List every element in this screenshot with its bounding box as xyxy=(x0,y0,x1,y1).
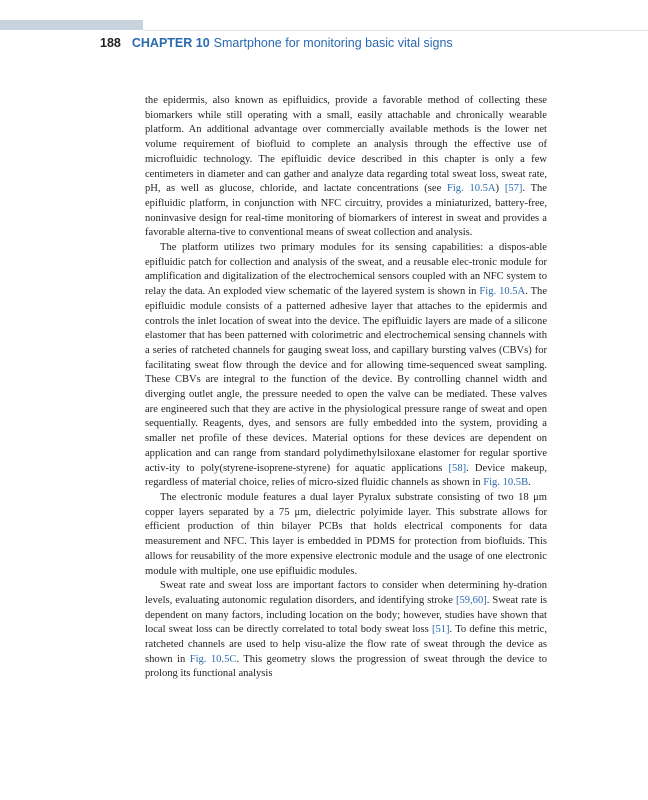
text-run: . xyxy=(528,477,531,489)
citation-link[interactable]: [58] xyxy=(448,462,467,474)
paragraph-3 xyxy=(145,491,547,579)
figure-link[interactable]: Fig. 10.5C xyxy=(189,653,237,665)
body-text xyxy=(145,94,547,682)
paragraph-2 xyxy=(145,241,547,491)
text-run: . The epifluidic module consists of a patterned adhesive layer that attaches to the epidermis and controls the inlet location of sweat into the device. The epifluidic layers are made of a silicone elastomer that has been patterned with colorimetric and electrochemical sensing channels with a series of ratcheted channels for gauging sweat loss, and capillary bursting valves (CBVs) for facilitating sweat flow through the device and for allowing time-sequenced sweat sampling. These CBVs are integral to the function of the device. By controlling channel width and diverging outlet angle, the pressure needed to open the valve can be mediated. These valves are engineered such that they are active in the physiological pressure range of sweat and open sequentially. Reagents, dyes, and sensors are fully embedded into the system, providing a smaller net profile of these devices. Material options for these devices are dependent on application and can range from standard polydimethylsiloxane elastomer for regular sportive activ-ity to poly(styrene-isoprene-styrene) for aquatic applications xyxy=(145,286,548,474)
text-run: The platform utilizes two primary modules for its sensing capabilities: a dispos-able epifluidic patch for collection and analysis of the sweat, and a reusable elec-tronic module for amplification and digitalization of the electrochemical sensors coupled with an NFC system to relay the data. An exploded view schematic of the layered system is shown in xyxy=(145,242,547,298)
text-run: . Sweat rate is dependent on many factors, including location on the body; however, studies have shown that local sweat loss can be directly correlated to total body sweat loss xyxy=(145,594,547,636)
chapter-title: Smartphone for monitoring basic vital signs xyxy=(213,36,453,50)
text-run: the epidermis, also known as epifluidics, provide a favorable method of collecting these biomarkers while still operating with a small, easily attachable and chronically wearable platform. An additional advantage over commercially available methods is the lower net volume requirement of biofluid to complete an analysis through the effective use of microfluidic technology. The epifluidic device described in this chapter is only a few centimeters in diameter and can gather and analyze data regarding total sweat loss, sweat rate, pH, as well as glucose, chloride, and lactate concentrations (see xyxy=(145,95,547,195)
figure-link[interactable]: Fig. 10.5B xyxy=(483,477,529,489)
figure-link[interactable]: Fig. 10.5A xyxy=(447,183,496,195)
citation-link[interactable]: [59,60] xyxy=(455,594,487,606)
text-run: ) xyxy=(495,183,505,195)
page-number: 188 xyxy=(100,36,121,50)
paragraph-4 xyxy=(145,579,547,682)
text-run: . To define this metric, ratcheted channels are used to help visu-alize the flow rate of sweat through the device as shown in xyxy=(145,624,547,665)
citation-link[interactable]: [57] xyxy=(504,183,523,195)
text-run: Sweat rate and sweat loss are important factors to consider when determining hy-dration levels, evaluating autonomic regulation disorders, and identifying stroke xyxy=(145,580,547,606)
text-run: . This geometry slows the progression of sweat through the device to prolong its functional analysis xyxy=(145,653,547,680)
header-accent-bar xyxy=(0,20,143,30)
figure-link[interactable]: Fig. 10.5A xyxy=(479,286,526,298)
header-rule xyxy=(143,30,648,31)
running-head xyxy=(100,36,453,54)
text-run: . Device makeup, regardless of material choice, relies of micro-sized fluidic channels as shown in xyxy=(145,462,547,489)
paragraph-1 xyxy=(145,94,547,241)
text-run: . The epifluidic platform, in conjunction with NFC circuitry, provides a miniaturized, battery-free, noninvasive design for real-time monitoring of biomarkers of interest in sweat and provides a favorable alterna-tive to conventional means of sweat collection and analysis. xyxy=(145,183,547,239)
text-run: The electronic module features a dual layer Pyralux substrate consisting of two 18 μm copper layers separated by a 75 μm, dielectric polyimide layer. This substrate allows for efficient production of thin bilayer PCBs that holds electrical components for data measurement and NFC. This layer is embedded in PDMS for protection from biofluids. This allows for reusability of the more expensive electronic module and the usage of one electronic module with multiple, one use epifluidic modules. xyxy=(145,491,547,577)
chapter-label: CHAPTER 10 xyxy=(131,36,210,50)
citation-link[interactable]: [51] xyxy=(431,624,450,636)
